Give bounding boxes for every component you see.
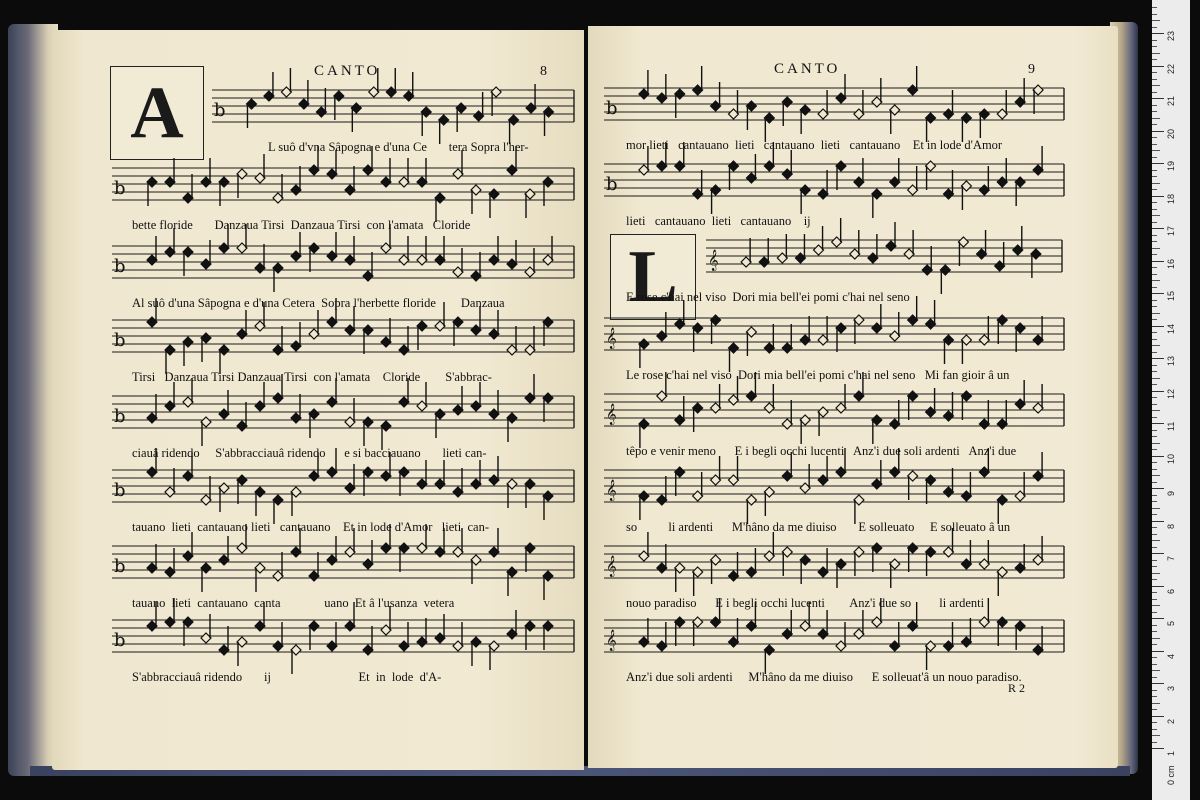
ruler-number: 8: [1166, 523, 1176, 529]
ruler-minor-tick: [1152, 599, 1157, 600]
ruler-minor-tick: [1152, 410, 1160, 411]
ruler-tick: [1152, 326, 1164, 327]
lyric-line: S'abbracciauâ ridendo ij Et in lode d'A-: [132, 670, 442, 684]
ruler-tick: [1152, 488, 1164, 489]
ruler-minor-tick: [1152, 150, 1160, 151]
ruler-minor-tick: [1152, 397, 1157, 398]
ruler-minor-tick: [1152, 469, 1157, 470]
ruler-minor-tick: [1152, 709, 1157, 710]
ruler-minor-tick: [1152, 183, 1160, 184]
music-staff: [112, 146, 574, 222]
ruler-minor-tick: [1152, 287, 1157, 288]
ruler-tick: [1152, 651, 1164, 652]
ruler-minor-tick: [1152, 436, 1157, 437]
ruler-minor-tick: [1152, 137, 1157, 138]
music-staff: [112, 524, 574, 600]
signature-mark: R 2: [1008, 681, 1026, 695]
ruler-number: 13: [1166, 355, 1176, 366]
ruler-minor-tick: [1152, 274, 1157, 275]
ruler-minor-tick: [1152, 378, 1160, 379]
ruler-minor-tick: [1152, 215, 1160, 216]
ruler-minor-tick: [1152, 27, 1157, 28]
ruler-minor-tick: [1152, 573, 1160, 574]
lyric-line: nouo paradiso E i begli occhi lucenti Anz'i due so li ardenti: [626, 596, 985, 610]
ruler-minor-tick: [1152, 92, 1157, 93]
ruler-minor-tick: [1152, 189, 1157, 190]
ruler-minor-tick: [1152, 514, 1157, 515]
music-staff: [706, 218, 1062, 294]
music-staff: [212, 68, 574, 144]
ruler-number: 3: [1166, 685, 1176, 691]
ruler-number: 11: [1166, 421, 1176, 431]
page-header: CANTO: [314, 63, 381, 79]
ruler-minor-tick: [1152, 20, 1160, 21]
music-staff: [112, 224, 574, 292]
lyric-line: tauano lieti cantauano canta uano Et â l'usanza vetera: [132, 596, 455, 610]
lyric-line: tauano lieti cantauano lieti cantauano Et in lode d'Amor lieti can-: [132, 520, 489, 534]
music-staff: [604, 66, 1064, 142]
ruler-number: 2: [1166, 718, 1176, 724]
ruler-tick: [1152, 196, 1164, 197]
ruler-number: 16: [1166, 258, 1176, 269]
ruler-number: 20: [1166, 128, 1176, 139]
ruler-minor-tick: [1152, 59, 1157, 60]
ruler-tick: [1152, 553, 1164, 554]
ruler-number: 17: [1166, 225, 1176, 236]
lyric-line: mor lieti cantauano lieti cantauano lieti cantauano Et in lode d'Amor: [626, 138, 1003, 152]
ruler-minor-tick: [1152, 657, 1157, 658]
page-header: CANTO: [774, 61, 841, 77]
music-staff: [604, 142, 1064, 218]
ruler-tick: [1152, 66, 1164, 67]
ruler-minor-tick: [1152, 644, 1157, 645]
ruler-number: 1: [1166, 750, 1176, 756]
ruler-tick: [1152, 131, 1164, 132]
ruler-minor-tick: [1152, 365, 1157, 366]
clef-icon: 𝄞: [606, 630, 617, 651]
clef-icon: 𝄞: [708, 250, 719, 271]
ruler-minor-tick: [1152, 267, 1157, 268]
measuring-ruler: [1152, 0, 1190, 800]
ruler-minor-tick: [1152, 495, 1157, 496]
ruler-tick: [1152, 391, 1164, 392]
ruler-minor-tick: [1152, 7, 1157, 8]
ruler-minor-tick: [1152, 345, 1160, 346]
ruler-minor-tick: [1152, 560, 1157, 561]
ruler-minor-tick: [1152, 371, 1157, 372]
ruler-number: 9: [1166, 490, 1176, 496]
ruler-number: 23: [1166, 30, 1176, 41]
ruler-minor-tick: [1152, 319, 1157, 320]
ruler-minor-tick: [1152, 79, 1157, 80]
ruler-tick: [1152, 586, 1164, 587]
ruler-tick: [1152, 683, 1164, 684]
ruler-tick: [1152, 618, 1164, 619]
lyric-line: Anz'i due soli ardenti M'hâno da me diuiso E solleuat'â un nouo paradiso.: [626, 670, 1022, 684]
music-staff: [604, 448, 1064, 524]
ruler-minor-tick: [1152, 254, 1157, 255]
ruler-tick: [1152, 716, 1164, 717]
initial-letter: A: [130, 71, 184, 154]
clef-icon: b: [114, 406, 126, 427]
ruler-minor-tick: [1152, 306, 1157, 307]
ruler-minor-tick: [1152, 222, 1157, 223]
ruler-number: 15: [1166, 290, 1176, 301]
lyric-line: têpo e venir meno E i begli occhi lucenti Anz'i due soli ardenti Anz'i due: [626, 444, 1017, 458]
lyric-line: Tirsi Danzaua Tirsi Danzaua Tirsi con l'amata Cloride S'abbrac-: [132, 370, 492, 384]
clef-icon: 𝄞: [606, 556, 617, 577]
ruler-number: 18: [1166, 193, 1176, 204]
ruler-number: 21: [1166, 95, 1176, 106]
ruler-minor-tick: [1152, 670, 1160, 671]
page-number: 8: [540, 64, 547, 79]
ruler-minor-tick: [1152, 300, 1157, 301]
ruler-minor-tick: [1152, 540, 1160, 541]
ruler-minor-tick: [1152, 176, 1157, 177]
ruler-minor-tick: [1152, 332, 1157, 333]
ruler-minor-tick: [1152, 508, 1160, 509]
ruler-tick: [1152, 456, 1164, 457]
ruler-tick: [1152, 33, 1164, 34]
ruler-minor-tick: [1152, 703, 1160, 704]
ruler-number: 4: [1166, 653, 1176, 659]
ruler-minor-tick: [1152, 53, 1160, 54]
clef-icon: b: [606, 174, 618, 195]
ruler-tick: [1152, 521, 1164, 522]
ruler-tick: [1152, 748, 1164, 749]
ruler-number: 5: [1166, 620, 1176, 626]
ruler-minor-tick: [1152, 631, 1157, 632]
music-staff: [604, 296, 1064, 372]
clef-icon: 𝄞: [606, 328, 617, 349]
ruler-minor-tick: [1152, 690, 1157, 691]
ruler-number: 6: [1166, 588, 1176, 594]
lyric-line: E rose c'hai nel viso Dori mia bell'ei pomi c'hai nel seno: [626, 290, 910, 304]
lyric-line: Le rose c'hai nel viso Dori mia bell'ei pomi c'hai nel seno Mi fan gioir â un: [626, 368, 1010, 382]
page-number: 9: [1028, 62, 1035, 77]
ruler-minor-tick: [1152, 248, 1160, 249]
lyric-line: Al suô d'una Sâpogna e d'una Cetera Sopra l'herbette floride Danzaua: [132, 296, 505, 310]
ruler-tick: [1152, 228, 1164, 229]
lyric-line: so li ardenti M'hâno da me diuiso E solleuato E solleuato â un: [626, 520, 1011, 534]
ruler-minor-tick: [1152, 85, 1160, 86]
ruler-minor-tick: [1152, 105, 1157, 106]
ruler-minor-tick: [1152, 527, 1157, 528]
ruler-tick: [1152, 423, 1164, 424]
ruler-number: 19: [1166, 160, 1176, 171]
ruler-tick: [1152, 261, 1164, 262]
ruler-minor-tick: [1152, 404, 1157, 405]
ruler-minor-tick: [1152, 482, 1157, 483]
clef-icon: b: [114, 330, 126, 351]
ruler-minor-tick: [1152, 729, 1157, 730]
ruler-minor-tick: [1152, 443, 1160, 444]
ruler-minor-tick: [1152, 677, 1157, 678]
ruler-minor-tick: [1152, 40, 1157, 41]
ruler-minor-tick: [1152, 547, 1157, 548]
ruler-minor-tick: [1152, 339, 1157, 340]
music-staff: [604, 372, 1064, 448]
ruler-minor-tick: [1152, 735, 1160, 736]
clef-icon: b: [114, 480, 126, 501]
ruler-number: 12: [1166, 388, 1176, 399]
clef-icon: 𝄞: [606, 480, 617, 501]
clef-icon: b: [114, 556, 126, 577]
ruler-minor-tick: [1152, 566, 1157, 567]
ruler-number: 14: [1166, 323, 1176, 334]
ruler-minor-tick: [1152, 313, 1160, 314]
ruler-minor-tick: [1152, 124, 1157, 125]
ruler-minor-tick: [1152, 72, 1157, 73]
ruler-minor-tick: [1152, 612, 1157, 613]
ruler-label: 0 cm: [1166, 765, 1176, 785]
ruler-minor-tick: [1152, 742, 1157, 743]
lyric-line: ciauâ ridendo S'abbracciauâ ridendo e si bacciauano lieti can-: [132, 446, 487, 460]
ruler-minor-tick: [1152, 462, 1157, 463]
ruler-minor-tick: [1152, 384, 1157, 385]
ruler-minor-tick: [1152, 46, 1157, 47]
clef-icon: 𝄞: [606, 404, 617, 425]
ruler-minor-tick: [1152, 170, 1157, 171]
initial-letter: L: [628, 235, 678, 318]
ruler-minor-tick: [1152, 202, 1157, 203]
clef-icon: b: [114, 256, 126, 277]
music-staff: [112, 374, 574, 450]
ruler-tick: [1152, 358, 1164, 359]
ruler-minor-tick: [1152, 501, 1157, 502]
ruler-minor-tick: [1152, 430, 1157, 431]
ruler-number: 22: [1166, 63, 1176, 74]
lyric-line: lieti cantauano lieti cantauano ij: [626, 214, 811, 228]
clef-icon: b: [606, 98, 618, 119]
ruler-tick: [1152, 293, 1164, 294]
ruler-minor-tick: [1152, 722, 1157, 723]
lyric-line: L suô d'vna Sâpogna e d'una Ce tera Sopra l'her-: [268, 140, 529, 154]
ruler-minor-tick: [1152, 235, 1157, 236]
music-staff: [604, 528, 1064, 596]
ruler-minor-tick: [1152, 209, 1157, 210]
ruler-minor-tick: [1152, 352, 1157, 353]
ruler-minor-tick: [1152, 534, 1157, 535]
clef-icon: b: [114, 630, 126, 651]
lyric-line: bette floride Danzaua Tirsi Danzaua Tirsi con l'amata Cloride: [132, 218, 471, 232]
ruler-minor-tick: [1152, 592, 1157, 593]
clef-icon: b: [214, 100, 226, 121]
clef-icon: b: [114, 178, 126, 199]
ruler-tick: [1152, 163, 1164, 164]
ruler-minor-tick: [1152, 579, 1157, 580]
ruler-minor-tick: [1152, 14, 1157, 15]
ruler-tick: [1152, 98, 1164, 99]
ruler-number: 10: [1166, 453, 1176, 464]
ruler-minor-tick: [1152, 449, 1157, 450]
ruler-minor-tick: [1152, 144, 1157, 145]
ruler-minor-tick: [1152, 241, 1157, 242]
ruler-minor-tick: [1152, 638, 1160, 639]
ruler-minor-tick: [1152, 664, 1157, 665]
ruler-minor-tick: [1152, 417, 1157, 418]
ruler-minor-tick: [1152, 111, 1157, 112]
ruler-minor-tick: [1152, 696, 1157, 697]
ruler-minor-tick: [1152, 157, 1157, 158]
ruler-minor-tick: [1152, 605, 1160, 606]
ruler-number: 7: [1166, 555, 1176, 561]
ruler-minor-tick: [1152, 280, 1160, 281]
ruler-minor-tick: [1152, 625, 1157, 626]
ruler-minor-tick: [1152, 118, 1160, 119]
ruler-minor-tick: [1152, 475, 1160, 476]
